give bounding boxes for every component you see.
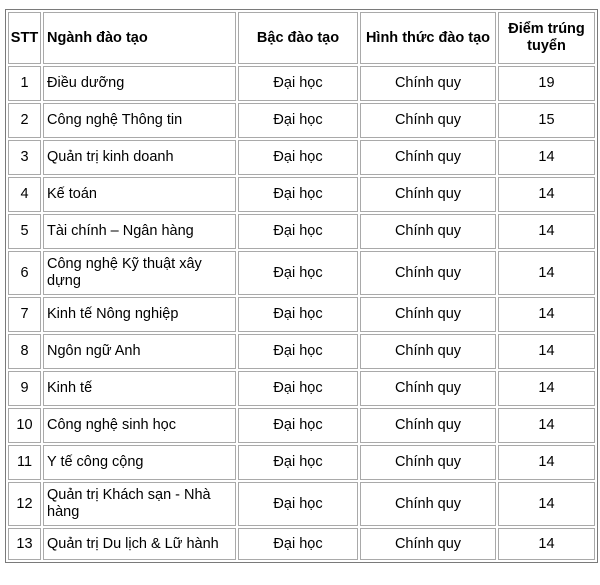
table-row [8, 177, 595, 212]
cell-level: Đại học [238, 528, 358, 560]
cell-score: 14 [498, 297, 595, 332]
header-score: Điểm trúng tuyển [498, 12, 595, 64]
table-row [8, 297, 595, 332]
cell-major: Ngôn ngữ Anh [43, 334, 236, 369]
table-row [8, 371, 595, 406]
table-row [8, 140, 595, 175]
cell-form: Chính quy [360, 297, 496, 332]
cell-level: Đại học [238, 371, 358, 406]
cell-score: 14 [498, 251, 595, 295]
cell-major: Quản trị Du lịch & Lữ hành [43, 528, 236, 560]
cell-major: Tài chính – Ngân hàng [43, 214, 236, 249]
cell-score: 14 [498, 371, 595, 406]
cell-stt: 7 [8, 297, 41, 332]
cell-major: Quản trị Khách sạn - Nhà hàng [43, 482, 236, 526]
cell-level: Đại học [238, 177, 358, 212]
cell-stt: 13 [8, 528, 41, 560]
cell-form: Chính quy [360, 251, 496, 295]
table-row [8, 66, 595, 101]
cell-level: Đại học [238, 445, 358, 480]
header-major: Ngành đào tạo [43, 12, 236, 64]
cell-level: Đại học [238, 297, 358, 332]
cell-score: 14 [498, 408, 595, 443]
cell-major: Công nghệ Thông tin [43, 103, 236, 138]
table-row [8, 334, 595, 369]
cell-stt: 12 [8, 482, 41, 526]
cell-score: 14 [498, 334, 595, 369]
cell-level: Đại học [238, 251, 358, 295]
cell-stt: 11 [8, 445, 41, 480]
cell-major: Kinh tế [43, 371, 236, 406]
cell-score: 14 [498, 214, 595, 249]
cell-form: Chính quy [360, 140, 496, 175]
cell-major: Quản trị kinh doanh [43, 140, 236, 175]
table-row [8, 528, 595, 560]
cell-form: Chính quy [360, 103, 496, 138]
table-row [8, 445, 595, 480]
cell-score: 14 [498, 177, 595, 212]
header-form: Hình thức đào tạo [360, 12, 496, 64]
cell-stt: 6 [8, 251, 41, 295]
cell-form: Chính quy [360, 177, 496, 212]
cell-major: Điều dưỡng [43, 66, 236, 101]
cell-level: Đại học [238, 408, 358, 443]
table-row [8, 482, 595, 526]
cell-score: 19 [498, 66, 595, 101]
cell-form: Chính quy [360, 445, 496, 480]
cell-form: Chính quy [360, 528, 496, 560]
cell-major: Kinh tế Nông nghiệp [43, 297, 236, 332]
cell-major: Y tế công cộng [43, 445, 236, 480]
cell-level: Đại học [238, 482, 358, 526]
cell-stt: 10 [8, 408, 41, 443]
cell-stt: 2 [8, 103, 41, 138]
cell-score: 14 [498, 482, 595, 526]
cell-level: Đại học [238, 214, 358, 249]
cell-stt: 4 [8, 177, 41, 212]
cell-score: 15 [498, 103, 595, 138]
header-stt: STT [8, 12, 41, 64]
cell-form: Chính quy [360, 334, 496, 369]
cell-stt: 5 [8, 214, 41, 249]
cell-level: Đại học [238, 66, 358, 101]
cell-score: 14 [498, 528, 595, 560]
cell-level: Đại học [238, 103, 358, 138]
cell-form: Chính quy [360, 482, 496, 526]
cell-form: Chính quy [360, 408, 496, 443]
cell-level: Đại học [238, 140, 358, 175]
table-row [8, 103, 595, 138]
cell-stt: 3 [8, 140, 41, 175]
admission-table-container [5, 9, 598, 563]
cell-major: Kế toán [43, 177, 236, 212]
header-level: Bậc đào tạo [238, 12, 358, 64]
cell-level: Đại học [238, 334, 358, 369]
cell-form: Chính quy [360, 66, 496, 101]
table-row [8, 408, 595, 443]
cell-stt: 1 [8, 66, 41, 101]
cell-major: Công nghệ sinh học [43, 408, 236, 443]
cell-major: Công nghệ Kỹ thuật xây dựng [43, 251, 236, 295]
table-row [8, 251, 595, 295]
admission-scores-table [5, 9, 598, 563]
cell-stt: 9 [8, 371, 41, 406]
table-header-row [8, 12, 595, 64]
cell-form: Chính quy [360, 371, 496, 406]
cell-form: Chính quy [360, 214, 496, 249]
cell-stt: 8 [8, 334, 41, 369]
cell-score: 14 [498, 445, 595, 480]
table-row [8, 214, 595, 249]
cell-score: 14 [498, 140, 595, 175]
